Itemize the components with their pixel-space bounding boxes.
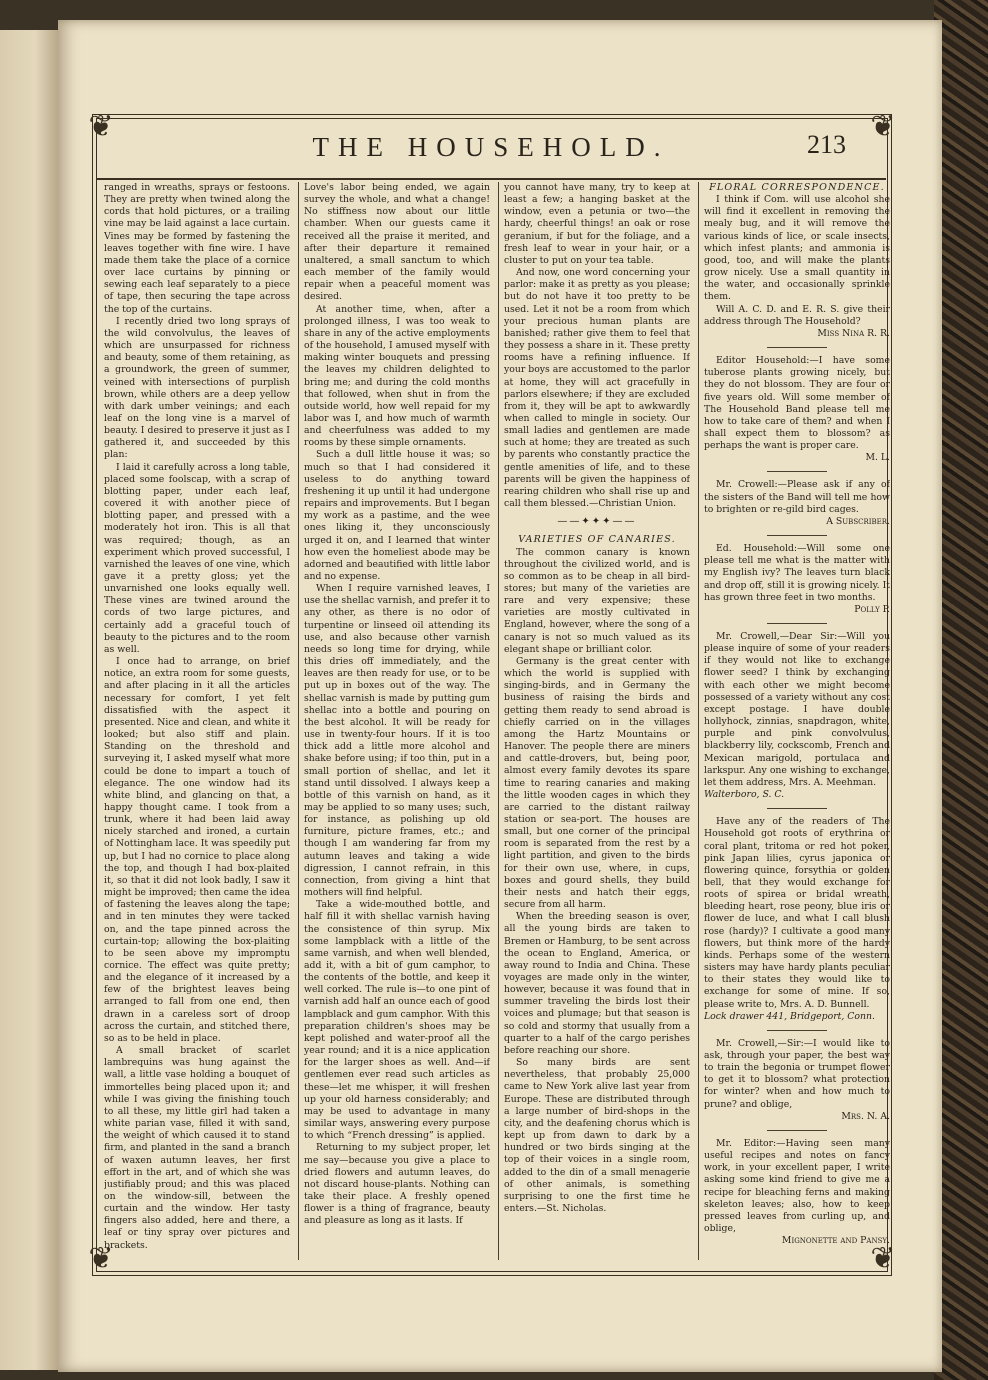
paragraph: Love's labor being ended, we again survey the whole, and what a change! No stiffness now about our little chamber. When our guests came it received all the praise it merited, and after their departure it remained unaltered, a small sanctum to which each member of the family would repair when a peaceful moment was desired. bbox=[304, 182, 490, 303]
signature: Lock drawer 441, Bridgeport, Conn. bbox=[704, 1010, 875, 1022]
paragraph: And now, one word concerning your parlor: make it as pretty as you please; but do not have it too pretty to be used. Let it not be a room from which your precious human plants are banished; rather give them to feel that they possess a share in it. These pretty rooms have a refining influence. If your boys are accustomed to the parlor at home, they will act gracefully in parlors elsewhere; if they are excluded from it, they will be apt to awkwardly when called to mingle in society. Our small ladies and gentlemen are made such at home; they are treated as such by parents who constantly practice the gentle amenities of life, and to these parents will be given the happiness of rearing children who shall rise up and call them blessed.—Christian Union. bbox=[504, 267, 690, 510]
section-divider-icon: ——✦✦✦—— bbox=[557, 516, 637, 528]
paragraph: Germany is the great center with which the world is supplied with singing-birds, and in Germany the business of raising the birds and getting them ready to send abroad is chiefly carried on in the villages among the Hartz Mountains or Hanover. The people there are miners and cattle-drovers, but, being poor, almost every family devotes its spare time to rearing canaries and making the little wooden cages in which they are carried to the distant railway station or sea-port. The houses are small, but one corner of the principal room is separated from the rest by a light partition, and given to the birds for their own use, where, in cups, boxes and gourd shells, they build their nests and hatch their eggs, secure from all harm. bbox=[504, 655, 690, 911]
paragraph: I once had to arrange, on brief notice, an extra room for some guests, and after placing in it all the articles necessary for comfort, I yet felt dissatisfied with the aspect it presented. Nice and clean, and white it looked; but also stiff and plain. Standing on the threshold and surveying it, I asked myself what more could be done to impart a touch of elegance. The one window had its white blind, and glancing on that, a happy thought came. I took from a trunk, where it had been laid away nicely starched and ironed, a curtain of Nottingham lace. It was speedily put up, but I had no cornice to place along the top, and though I had box-plaited it, so that it did not look badly, I saw it might be improved; then came the idea of fastening the leaves along the tape; and in ten minutes they were tacked on, and the tape pinned across the curtain-top; allowing the box-plaiting to be seen above my impromptu cornice. The effect was quite pretty; and the elegance of it increased by a few of the brightest leaves being arranged to fall from one end, then drawn in a careless sort of droop across the curtain, and stitched there, so as to be held in place. bbox=[104, 656, 290, 1044]
corner-ornament-icon: ❦ bbox=[870, 109, 896, 144]
paragraph: Take a wide-mouthed bottle, and half fill it with shellac varnish having the consistence of thin syrup. Mix some lampblack with a little of the same varnish, and when well blended, add it, with a bit of gum camphor, to the contents of the bottle, and keep it well corked. The rule is—to one pint of varnish add half an ounce each of good lampblack and gum camphor. With this preparation children's shoes may be kept polished and water-proof all the year round; and it is a nice application for the larger shoes as well. And—if gentlemen ever read such articles as these—let me whisper, it will freshen up your old harness considerably; and may be used to advantage in many similar ways, answering every purpose to which “French dressing” is applied. bbox=[304, 899, 490, 1142]
signature: Walterboro, S. C. bbox=[704, 789, 785, 801]
section-heading: VARIETIES OF CANARIES. bbox=[518, 534, 676, 546]
page-title: THE HOUSEHOLD. bbox=[312, 132, 670, 162]
column-rule bbox=[498, 182, 499, 1260]
paragraph: I recently dried two long sprays of the wild convolvulus, the leaves of which are unsurpassed for richness and beauty, some of them retaining, as a groundwork, the green of summer, veined with intersections of purplish brown, while others are a deep yellow with dark umber veinings; and each leaf on the long vine is a marvel of beauty. I desired to preserve it just as I gathered it, and succeeded by this plan: bbox=[104, 315, 290, 461]
paragraph: A small bracket of scarlet lambrequins was hung against the wall, a little vase holding a bouquet of immortelles being placed upon it; and while I was giving the finishing touch to all these, my little girl had taken a white parian vase, filled it with sand, the weight of which caused it to stand firm, and planted in the sand a branch of waxen autumn leaves, her first effort in the art, and of which she was justifiably proud; and this was placed on the window-sill, between the curtain and the window. Her tasty fingers also added, here and there, a leaf or tiny spray over pictures and brackets. bbox=[104, 1045, 290, 1251]
paragraph: you cannot have many, try to keep at least a few; a hanging basket at the window, even a petunia or two—the hardy, cheerful things! an oak or rose geranium, if but for the foliage, and a fresh leaf to wear in your hair, or a cluster to put on your tea table. bbox=[504, 182, 690, 266]
divider bbox=[767, 347, 827, 348]
corner-ornament-icon: ❦ bbox=[88, 1241, 114, 1276]
signature: A Subscriber. bbox=[826, 515, 890, 527]
paragraph: So many birds are sent nevertheless, that probably 25,000 came to New York alive last year from Europe. These are distributed through a large number of bird-shops in the city, and the deafening chorus which is kept up from dawn to dark by a hundred or two birds singing at the top of their voices in a single room, added to the din of a small menagerie of other animals, is something surprising to one the first time he enters.—St. Nicholas. bbox=[504, 1057, 690, 1214]
divider bbox=[767, 623, 827, 624]
left-page-edge bbox=[0, 30, 60, 1370]
signature: Polly P. bbox=[854, 603, 890, 615]
divider bbox=[767, 1030, 827, 1031]
column-1 bbox=[104, 182, 290, 1260]
marbled-cover-edge bbox=[934, 0, 988, 1380]
paragraph: At another time, when, after a prolonged illness, I was too weak to share in any of the active employments of the household, I amused myself with making winter bouquets and pressing the leaves my children delighted to bring me; and during the cold months that followed, when shut in from the outside world, how well repaid for my labor was I, and how much of warmth and cheerfulness was added to my rooms by these simple ornaments. bbox=[304, 303, 490, 449]
masthead bbox=[96, 120, 886, 180]
letter: Mr. Crowell,—Sir:—I would like to ask, through your paper, the best way to train the begonia or trumpet flower to get it to blossom? what protection for winter? when and how much to prune? and oblige, bbox=[704, 1037, 890, 1110]
columns bbox=[104, 182, 890, 1262]
divider bbox=[767, 535, 827, 536]
paragraph: I laid it carefully across a long table, placed some foolscap, with a scrap of blotting paper, under each leaf, covered it with another piece of blotting paper, and pressed with a moderately hot iron. This is all that was required; though, as an experiment which proved successful, I varnished the leaves of one vine, which gave it a pretty gloss; yet the unvarnished one looks equally well. These vines are twined around the cords of two large pictures, and certainly add a graceful touch of beauty to the pictures and to the room as well. bbox=[104, 461, 290, 655]
corner-ornament-icon: ❦ bbox=[88, 109, 114, 144]
letter: Will A. C. D. and E. R. S. give their address through The Household? bbox=[704, 303, 890, 327]
paragraph: When I require varnished leaves, I use the shellac varnish, and prefer it to any other, as there is no odor of turpentine or linseed oil attending its use, and also because other varnish needs so long time for drying, while this dries off immediately, and the leaves are then ready for use, or to be put up in boxes out of the way. The shellac varnish is made by putting gum shellac into a bottle and pouring on the best alcohol. It will be ready for use in twenty-four hours. If it is too thick add a little more alcohol and shake before using; if too thin, put in a small portion of shellac, and let it stand until dissolved. I always keep a bottle of this varnish on hand, as it may be applied to so many uses; such, for instance, as polishing up old furniture, picture frames, etc.; and though I am wandering far from my autumn leaves and taking a wide digression, I cannot refrain, in this connection, from giving a hint that mothers will find helpful. bbox=[304, 583, 490, 899]
signature: Miss Nina R. R. bbox=[817, 327, 890, 339]
letter: Ed. Household:—Will some one please tell me what is the matter with my English ivy? The leaves turn black and drop off, still it is growing nicely. It has grown three feet in two months. bbox=[704, 543, 890, 603]
letter: Mr. Crowell:—Please ask if any of the sisters of the Band will tell me how to brighten or re-gild bird cages. bbox=[704, 479, 890, 515]
paragraph: The common canary is known throughout the civilized world, and is so common as to be cheap in all bird-stores; but many of the varieties are rare and very expensive; these varieties are mostly cultivated in England, however, where the song of a canary is not so much valued as its elegant shape or brilliant color. bbox=[504, 546, 690, 655]
divider bbox=[767, 1130, 827, 1131]
column-rule bbox=[698, 182, 699, 1260]
signature: Mignonette and Pansy. bbox=[781, 1235, 890, 1247]
letter: Mr. Editor:—Having seen many useful recipes and notes on fancy work, in your excellent paper, I write asking some kind friend to give me a recipe for bleaching ferns and making skeleton leaves; also, how to keep pressed leaves from curling up, and oblige, bbox=[704, 1137, 890, 1235]
column-rule bbox=[298, 182, 299, 1260]
divider bbox=[767, 808, 827, 809]
signature: Mrs. N. A. bbox=[841, 1110, 890, 1122]
paragraph: Such a dull little house it was; so much so that I had considered it useless to do anything toward freshening it up until it had undergone repairs and improvements. But I began my work as a pastime, and the wee ones liking it, they unconsciously urged it on, and I learned that winter how even the homeliest abode may be adorned and beautified with little labor and no expense. bbox=[304, 449, 490, 582]
column-2 bbox=[304, 182, 490, 1260]
letter: Editor Household:—I have some tuberose plants growing nicely, but they do not blossom. They are four or five years old. Will some member of The Household Band please tell me how to take care of them? and when I shall expect them to blossom? as perhaps the want is proper care. bbox=[704, 355, 890, 452]
page-number: 213 bbox=[807, 130, 846, 159]
paragraph: ranged in wreaths, sprays or festoons. They are pretty when twined along the cords that hold pictures, or a trailing vine may be laid against a lace curtain. Vines may be formed by fastening the leaves together with fine wire. I have made them take the place of a cornice over lace curtains by pinning or sewing each leaf separately to a piece of tape, then securing the tape across the top of the curtains. bbox=[104, 182, 290, 315]
signature: M. L. bbox=[865, 452, 890, 464]
letter: Have any of the readers of The Household got roots of erythrina or coral plant, tritoma or red hot poker, pink Japan lilies, cyrus japonica or flowering quince, forsythia or golden bell, that they would exchange for roots of spirea or bridal wreath, bleeding heart, rose peony, blue iris or flower de luce, and what I call blush rose (hardy)? I cultivate a good many flowers, but think more of the hardy kinds. Perhaps some of the western sisters may have hardy plants peculiar to their states they would like to exchange for some of mine. If so, please write to, Mrs. A. D. Bunnell. bbox=[704, 816, 890, 1010]
newspaper-page bbox=[58, 20, 942, 1372]
corner-ornament-icon: ❦ bbox=[870, 1241, 896, 1276]
column-4 bbox=[704, 182, 890, 1260]
section-heading: FLORAL CORRESPONDENCE. bbox=[709, 182, 885, 193]
paragraph: Returning to my subject proper, let me say—because you give a place to dried flowers and autumn leaves, do not discard house-plants. Nothing can take their place. A freshly opened flower is a thing of fragrance, beauty and pleasure as long as it lasts. If bbox=[304, 1142, 490, 1227]
letter: Mr. Crowell,—Dear Sir:—Will you please inquire of some of your readers if they would not like to exchange flower seed? I think by exchanging with each other we might become possessed of a variety without any cost except postage. I have double hollyhock, zinnias, snapdragon, white, purple and pink convolvulus, blackberry lily, cockscomb, French and Mexican marigold, portulaca and larkspur. Any one wishing to exchange, let them address, Mrs. A. Meehman. bbox=[704, 631, 890, 788]
letter: I think if Com. will use alcohol she will find it excellent in removing the mealy bug, and it will remove the various kinds of lice, or scale insects, which infest plants; and ammonia is good, too, and will make the plants grow nicely. Use a small quantity in the water, and occasionally sprinkle them. bbox=[704, 194, 890, 303]
divider bbox=[767, 471, 827, 472]
column-3 bbox=[504, 182, 690, 1260]
paragraph: When the breeding season is over, all the young birds are taken to Bremen or Hamburg, to be sent across the ocean to England, America, or away round to India and China. These voyages are made only in the winter, however, because it was found that in summer traveling the birds lost their voices and plumage; but that season is so cold and stormy that usually from a quarter to a half of the cargo perishes before reaching our shore. bbox=[504, 911, 690, 1056]
